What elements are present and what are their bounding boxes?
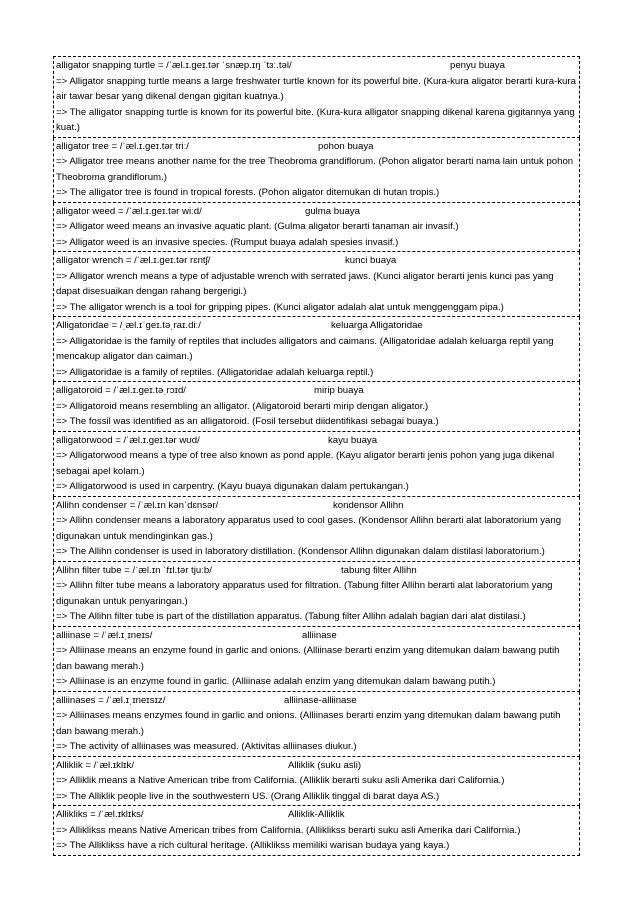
dictionary-entry — [53, 627, 580, 692]
dictionary-entry — [53, 432, 580, 497]
entry-term: alligatorwood = /ˈæl.ɪ.ɡeɪ.tər wʊd/ — [56, 434, 200, 446]
entry-definition: => Alliklik means a Native American tribe from California. (Alliklik berarti suku asli Amerika dari California.) — [56, 775, 505, 786]
entry-term: alligator weed = /ˈæl.ɪ.ɡeɪ.tər wiːd/ — [56, 205, 202, 217]
entry-translation: Alliklik (suku asli) — [288, 759, 362, 771]
entry-header — [56, 433, 577, 449]
entry-header — [56, 563, 577, 579]
entry-header — [56, 318, 577, 334]
dictionary-entry — [53, 203, 580, 253]
entry-header — [56, 204, 577, 220]
entry-header — [56, 628, 577, 644]
entry-header — [56, 253, 577, 269]
entry-definition: => Alliinase means an enzyme found in garlic and onions. (Alliinase berarti enzim yang ditemukan dalam bawang putih dan bawang merah.) — [56, 645, 560, 672]
dictionary-entry — [53, 138, 580, 203]
entry-translation: pohon buaya — [318, 140, 374, 152]
entry-header — [56, 807, 577, 823]
entry-definition: => Alliinases means enzymes found in garlic and onions. (Alliinases berarti enzim yang ditemukan dalam bawang putih dan bawang merah.) — [56, 710, 561, 737]
entry-translation: alliinase-alliinase — [284, 694, 357, 706]
entry-term: alligator tree = /ˈæl.ɪ.ɡeɪ.tər triː/ — [56, 140, 189, 152]
entry-example: => Alligatorwood is used in carpentry. (Kayu buaya digunakan dalam pertukangan.) — [56, 481, 409, 492]
dictionary-entry — [53, 497, 580, 562]
entry-term: alligatoroid = /ˈæl.ɪ.ɡeɪ.təˌrɔɪd/ — [56, 385, 186, 396]
entry-term: Allihn filter tube = /ˈæl.ɪn ˈfɪl.tər tjuːb/ — [56, 564, 212, 576]
entry-translation: tabung filter Allihn — [341, 564, 417, 576]
entry-definition: => Allihn filter tube means a laboratory apparatus used for filtration. (Tabung filter Allihn berarti alat laboratorium yang digunakan untuk penyaringan.) — [56, 580, 553, 607]
entry-term: alligator snapping turtle = /ˈæl.ɪ.ɡeɪ.tər ˈsnæp.ɪŋ ˈtɜː.təl/ — [56, 60, 292, 71]
entry-translation: Alliklik-Alliklik — [288, 809, 345, 820]
entry-example: => The Alliklikss have a rich cultural heritage. (Alliklikss memiliki warisan budaya yang kaya.) — [56, 840, 450, 851]
dictionary-entry — [53, 757, 580, 807]
dictionary-entry — [53, 562, 580, 627]
entry-translation: mirip buaya — [314, 385, 364, 396]
entry-term: Allikliks = /ˈæl.ɪklɪks/ — [56, 809, 144, 820]
entry-translation: alliinase — [302, 629, 337, 641]
entry-header — [56, 498, 577, 514]
entry-definition: => Alliklikss means Native American tribes from California. (Alliklikss berarti suku asli Amerika dari California.) — [56, 824, 521, 836]
dictionary-entry — [53, 317, 580, 382]
entry-term: alliinases = /ˈæl.ɪˌɪneɪsɪz/ — [56, 694, 166, 706]
entry-term: alligator wrench = /ˈæl.ɪ.ɡeɪ.tər rɛntʃ/ — [56, 255, 211, 266]
dictionary-entry — [53, 382, 580, 432]
entry-definition: => Alligatorwood means a type of tree also known as pond apple. (Kayu aligator berarti jenis pohon yang juga dikenal sebagai apel kolam.) — [56, 450, 555, 477]
entry-example: => The Allihn condenser is used in laboratory distillation. (Kondensor Allihn digunakan dalam distilasi laboratorium.) — [56, 546, 545, 557]
entry-example: => The alligator wrench is a tool for gripping pipes. (Kunci aligator adalah alat untuk menggenggam pipa.) — [56, 301, 504, 313]
entry-header — [56, 693, 577, 709]
dictionary-entry — [53, 806, 580, 856]
entry-translation: kayu buaya — [328, 434, 378, 446]
dictionary-entry — [53, 692, 580, 757]
entry-header — [56, 758, 577, 774]
entry-header — [56, 383, 577, 399]
entry-translation: gulma buaya — [305, 205, 360, 217]
entry-example: => The activity of alliinases was measured. (Aktivitas alliinases diukur.) — [56, 741, 357, 752]
entry-term: Alligatoridae = /ˌæl.ɪˈɡeɪ.təˌraɪ.diː/ — [56, 320, 201, 331]
entry-term: alliinase = /ˈæl.ɪˌɪneɪs/ — [56, 629, 153, 641]
entry-example: => The alligator tree is found in tropical forests. (Pohon aligator ditemukan di hutan tropis.) — [56, 187, 440, 198]
entry-header — [56, 58, 577, 74]
entry-example: => The alligator snapping turtle is known for its powerful bite. (Kura-kura alligator snapping dikenal karena gigitannya yang kuat.) — [56, 106, 575, 133]
dictionary-entry — [53, 56, 580, 138]
entry-term: Alliklik = /ˈæl.ɪklɪk/ — [56, 759, 134, 771]
entry-definition: => Allihn condenser means a laboratory apparatus used to cool gases. (Kondensor Allihn berarti alat laboratorium yang digunakan untuk mendinginkan gas.) — [56, 515, 562, 542]
entry-translation: keluarga Alligatoridae — [331, 320, 423, 331]
entry-example: => Alligator weed is an invasive species. (Rumput buaya adalah spesies invasif.) — [56, 236, 399, 248]
entry-definition: => Alligatoridae is the family of reptiles that includes alligators and caimans. (Alligatoridae adalah keluarga reptil yang mencakup aligator dan caiman.) — [56, 335, 554, 362]
entry-translation: penyu buaya — [450, 60, 505, 71]
entry-definition: => Alligator snapping turtle means a large freshwater turtle known for its powerful bite. (Kura-kura aligator berarti kura-kura air tawar besar yang dikenal dengan gigitan kuatnya.) — [56, 75, 576, 102]
entry-term: Allihn condenser = /ˈæl.ɪn kənˈdɛnsər/ — [56, 499, 219, 511]
dictionary-table — [53, 56, 580, 856]
dictionary-entry — [53, 252, 580, 317]
entry-definition: => Alligator wrench means a type of adjustable wrench with serrated jaws. (Kunci aligator berarti jenis kunci pas yang dapat disesuaikan dengan rahang bergerigi.) — [56, 270, 554, 297]
entry-header — [56, 139, 577, 155]
entry-example: => The fossil was identified as an alligatoroid. (Fosil tersebut diidentifikasi sebagai buaya.) — [56, 416, 439, 427]
entry-example: => The Allihn filter tube is part of the distillation apparatus. (Tabung filter Allihn adalah bagian dari alat distilasi.) — [56, 611, 526, 622]
entry-example: => Alliinase is an enzyme found in garlic. (Alliinase adalah enzim yang ditemukan dalam bawang putih.) — [56, 676, 496, 687]
entry-definition: => Alligator tree means another name for the tree Theobroma grandiflorum. (Pohon aligator berarti nama lain untuk pohon Theobroma grandiflorum.) — [56, 156, 574, 183]
entry-definition: => Alligatoroid means resembling an alligator. (Aligatoroid berarti mirip dengan aligator.) — [56, 400, 429, 412]
entry-definition: => Alligator weed means an invasive aquatic plant. (Gulma aligator berarti tanaman air invasif.) — [56, 221, 459, 232]
entry-translation: kunci buaya — [345, 255, 397, 266]
entry-example: => Alligatoridae is a family of reptiles. (Alligatoridae adalah keluarga reptil.) — [56, 366, 374, 378]
entry-translation: kondensor Allihn — [333, 499, 404, 511]
entry-example: => The Alliklik people live in the southwestern US. (Orang Alliklik tinggal di barat daya AS.) — [56, 790, 440, 802]
